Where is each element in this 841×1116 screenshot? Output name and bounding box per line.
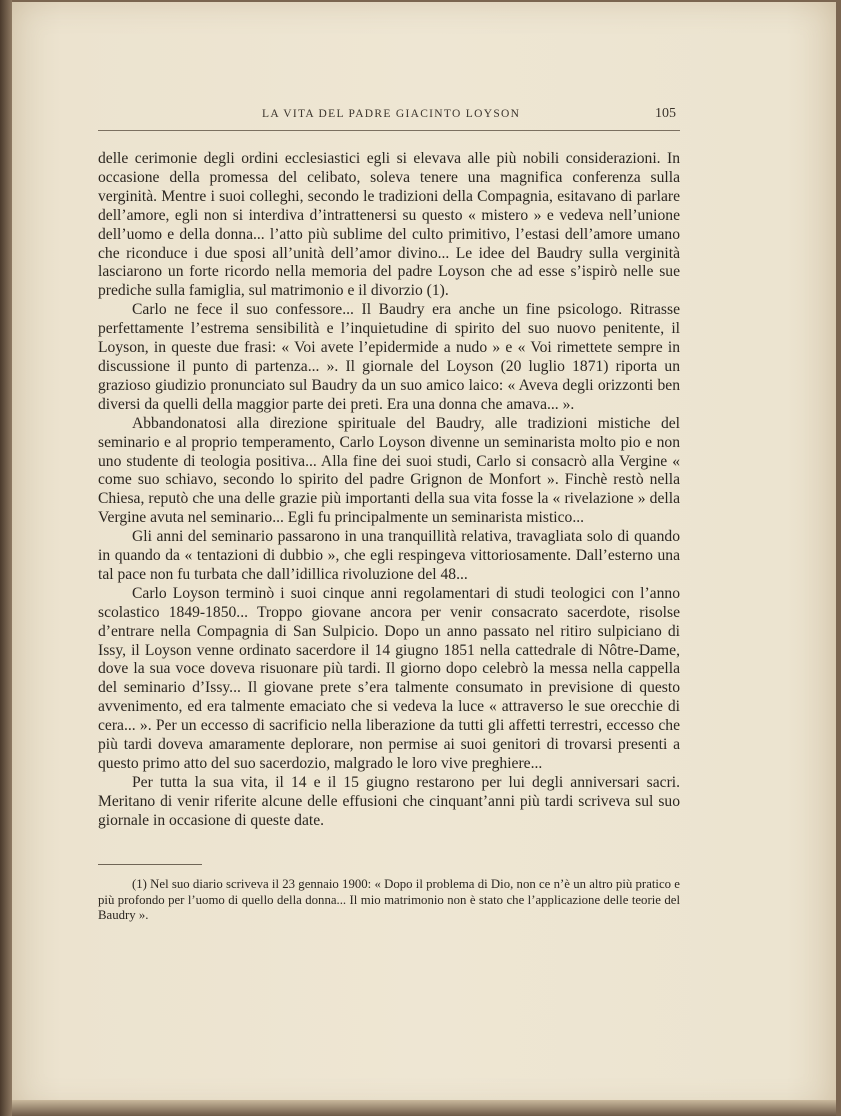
page-bottom-edge	[12, 1100, 836, 1116]
footnote: (1) Nel suo diario scriveva il 23 gennaio 1900: « Dopo il problema di Dio, non ce n’è un altro più pratico e più profondo per l’uomo di quello della donna... Il mio matrimonio non è stato che l’applicazione delle teorie del Baudry ».	[98, 877, 680, 922]
paragraph: Abbandonatosi alla direzione spirituale del Baudry, alle tradizioni mistiche del seminario e al proprio temperamento, Carlo Loyson divenne un seminarista molto pio e non uno studente di teologia positiva... Alla fine dei suoi studi, Carlo si consacrò alla Vergine « come suo schiavo, secondo lo spirito del padre Grignon de Monfort ». Finchè restò nella Chiesa, reputò che una delle grazie più importanti della sua vita fosse la « rivelazione » della Vergine avuta nel seminario... Egli fu principalmente un seminarista mistico...	[98, 414, 680, 527]
paragraph: Carlo Loyson terminò i suoi cinque anni regolamentari di studi teologici con l’anno scolastico 1849-1850... Troppo giovane ancora per venir consacrato sacerdote, risolse d’entrare nella Compagnia di San Sulpicio. Dopo un anno passato nel ritiro sulpiciano di Issy, il Loyson venne ordinato sacerdore il 14 giugno 1851 nella cattedrale di Nôtre-Dame, dove la sua voce doveva risuonare più tardi. Il giorno dopo celebrò la messa nella cappella del seminario d’Issy... Il giovane prete s’era talmente consumato in previsione di questo avvenimento, ed era talmente emaciato che si vedeva la luce « attraverso le sue orecchie di cera... ». Per un eccesso di sacrificio nella liberazione da tutti gli affetti terrestri, eccesso che più tardi doveva amaramente deplorare, non permise ai suoi genitori di trovarsi presenti a questo primo atto del suo sacerdozio, malgrado le loro vive preghiere...	[98, 584, 680, 772]
paragraph: Gli anni del seminario passarono in una tranquillità relativa, travagliata solo di quando in quando da « tentazioni di dubbio », che egli respingeva vittoriosamente. Dall’esterno una tal pace non fu turbata che dall’idillica rivoluzione del 48...	[98, 528, 680, 583]
running-header	[90, 106, 680, 126]
paragraph: Carlo ne fece il suo confessore... Il Baudry era anche un fine psicologo. Ritrasse perfettamente l’estrema sensibilità e l’inquietudine di spirito del suo nuovo penitente, il Loyson, in queste due frasi: « Voi avete l’epidermide a nudo » e « Voi rimettete sempre in discussione il punto di partenza... ». Il giornale del Loyson (20 luglio 1871) riporta un grazioso giudizio pronunciato sul Baudry da un suo amico laico: « Aveva degli orizzonti ben diversi da quelli della maggior parte dei preti. Era una donna che amava... ».	[98, 301, 680, 413]
page-number: 105	[655, 106, 676, 121]
book-spine-shadow	[0, 0, 12, 1116]
running-title: LA VITA DEL PADRE GIACINTO LOYSON	[262, 108, 521, 120]
paragraph: delle cerimonie degli ordini ecclesiastici egli si elevava alle più nobili considerazioni. In occasione della promessa del celibato, soleva tenere una magnifica conferenza sulla verginità. Mentre i suoi colleghi, secondo le tradizioni della Compagnia, esitavano di parlare dell’amore, egli non si interdiva d’intrattenersi su questo « mistero » e vedeva nell’unione dell’uomo e della donna... l’atto più sublime del culto primitivo, l’estasi dell’amore umano che riconduce i due sposi all’unità dell’amor divino... Le idee del Baudry sulla verginità lasciarono un forte ricordo nella memoria del padre Loyson che ad esse s’ispirò nelle sue prediche sulla famiglia, sul matrimonio e il divorzio (1).	[98, 150, 680, 300]
body-text	[98, 150, 680, 831]
header-rule	[98, 130, 680, 131]
footnote-rule	[98, 864, 202, 865]
paragraph: Per tutta la sua vita, il 14 e il 15 giugno restarono per lui degli anniversari sacri. Meritano di venir riferite alcune delle effusioni che cinquant’anni più tardi scriveva sul suo giornale in occasione di queste date.	[98, 773, 680, 829]
